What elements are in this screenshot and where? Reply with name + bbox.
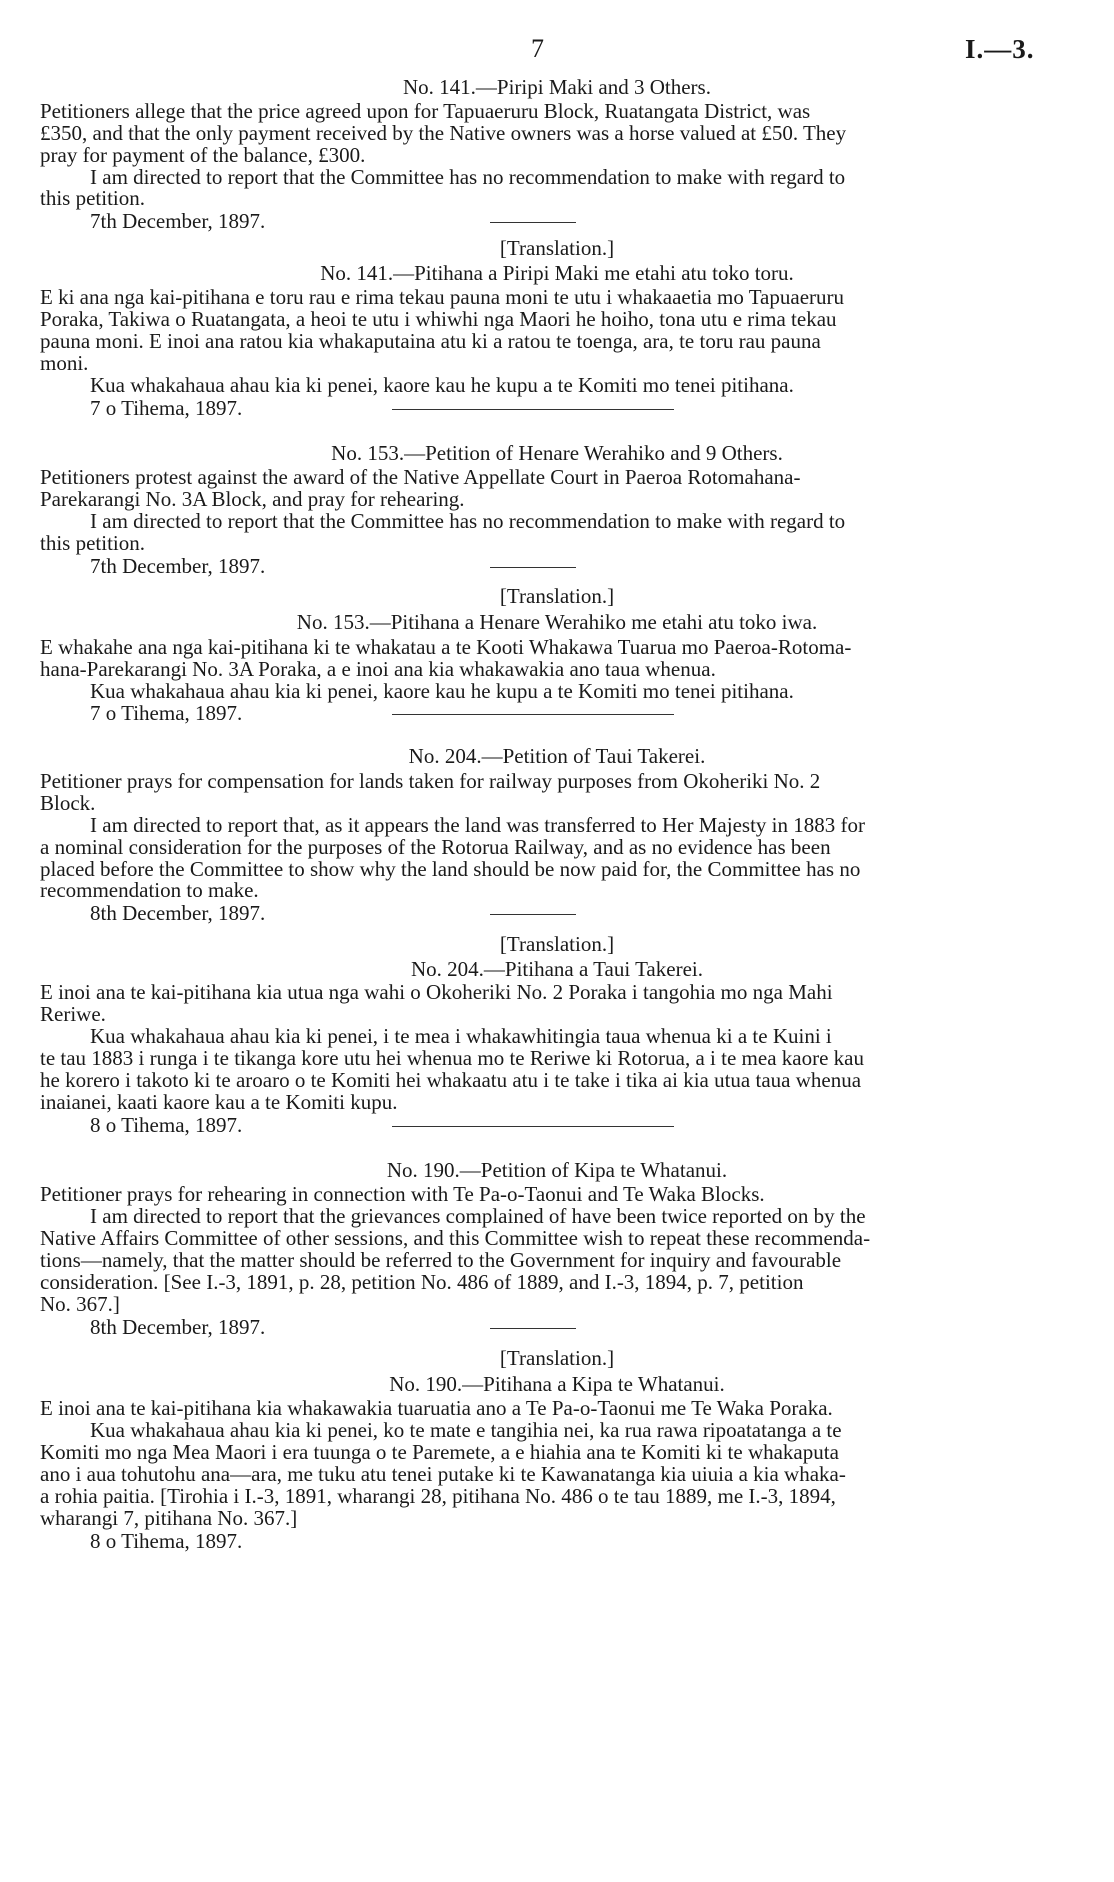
body-line: Petitioners protest against the award of the Native Appellate Court in Paeroa Rotomahana- — [40, 465, 801, 489]
body-line: E whakahe ana nga kai-pitihana ki te whakatau a te Kooti Whakawa Tuarua mo Paeroa-Rotoma- — [40, 635, 852, 659]
body-line: Kua whakahaua ahau kia ki penei, kaore kau he kupu a te Komiti mo tenei pitihana. — [90, 373, 794, 397]
body-line: I am directed to report that the Committee has no recommendation to make with regard to — [90, 165, 846, 189]
date-line: 8th December, 1897. — [90, 901, 266, 925]
body-line: he korero i takoto ki te aroaro o te Komiti hei whakaatu atu i te take i tika ai kia utua taua whenua — [40, 1068, 862, 1092]
translation-label: [Translation.] — [499, 236, 615, 260]
body-line: moni. — [40, 351, 89, 375]
date-line: 7 o Tihema, 1897. — [90, 701, 243, 725]
section-rule — [392, 714, 674, 715]
translation-label: [Translation.] — [499, 584, 615, 608]
body-line: tions—namely, that the matter should be referred to the Government for inquiry and favourable — [40, 1248, 842, 1272]
body-line: wharangi 7, pitihana No. 367.] — [40, 1506, 298, 1530]
date-line: 7th December, 1897. — [90, 209, 266, 233]
body-line: hana-Parekarangi No. 3A Poraka, a e inoi ana kia whakawakia ano taua whenua. — [40, 657, 716, 681]
page-number: 7 — [531, 34, 544, 63]
document-reference: I.—3. — [965, 34, 1035, 64]
body-line: Poraka, Takiwa o Ruatangata, a heoi te utu i whiwhi nga Maori he hoiho, tona utu e rima tekau — [40, 307, 837, 331]
body-line: a nominal consideration for the purposes of the Rotorua Railway, and as no evidence has been — [40, 835, 831, 859]
body-line: E inoi ana te kai-pitihana kia utua nga wahi o Okoheriki No. 2 Poraka i tangohia mo nga Mahi — [40, 980, 833, 1004]
body-line: consideration. [See I.-3, 1891, p. 28, petition No. 486 of 1889, and I.-3, 1894, p. 7, petition — [40, 1270, 804, 1294]
date-line: 7th December, 1897. — [90, 554, 266, 578]
body-line: Parekarangi No. 3A Block, and pray for rehearing. — [40, 487, 465, 511]
body-line: I am directed to report that, as it appears the land was transferred to Her Majesty in 1883 for — [90, 813, 865, 837]
petition-title: No. 141.—Pitihana a Piripi Maki me etahi atu toko toru. — [320, 261, 794, 285]
date-line: 8th December, 1897. — [90, 1315, 266, 1339]
section-rule — [490, 567, 576, 568]
body-line: Kua whakahaua ahau kia ki penei, ko te mate e tangihia nei, ka rua rawa ripoatatanga a te — [90, 1418, 842, 1442]
body-line: recommendation to make. — [40, 878, 259, 902]
body-line: Komiti mo nga Mea Maori i era tuunga o te Paremete, a e hiahia ana te Komiti ki te whakaputa — [40, 1440, 839, 1464]
body-line: Kua whakahaua ahau kia ki penei, kaore kau he kupu a te Komiti mo tenei pitihana. — [90, 679, 794, 703]
body-line: a rohia paitia. [Tirohia i I.-3, 1891, wharangi 28, pitihana No. 486 o te tau 1889, me I.-3, 1894, — [40, 1484, 836, 1508]
body-line: £350, and that the only payment received by the Native owners was a horse valued at £50. They — [40, 121, 847, 145]
date-line: 7 o Tihema, 1897. — [90, 396, 243, 420]
translation-label: [Translation.] — [499, 932, 615, 956]
body-line: Petitioner prays for rehearing in connection with Te Pa-o-Taonui and Te Waka Blocks. — [40, 1182, 765, 1206]
section-rule — [490, 222, 576, 223]
body-line: Petitioners allege that the price agreed upon for Tapuaeruru Block, Ruatangata District, was — [40, 99, 811, 123]
body-line: ano i aua tohutohu ana—ara, me tuku atu tenei putake ki te Kawanatanga kia uiuia a kia whaka- — [40, 1462, 846, 1486]
petition-title: No. 204.—Pitihana a Taui Takerei. — [411, 957, 703, 981]
petition-title: No. 153.—Pitihana a Henare Werahiko me etahi atu toko iwa. — [296, 610, 818, 634]
date-line: 8 o Tihema, 1897. — [90, 1529, 243, 1553]
petition-title: No. 190.—Pitihana a Kipa te Whatanui. — [389, 1372, 725, 1396]
section-rule — [490, 914, 576, 915]
section-rule — [392, 1126, 674, 1127]
body-line: I am directed to report that the Committee has no recommendation to make with regard to — [90, 509, 846, 533]
body-line: this petition. — [40, 531, 145, 555]
petition-title: No. 204.—Petition of Taui Takerei. — [408, 744, 706, 768]
body-line: E inoi ana te kai-pitihana kia whakawakia tuaruatia ano a Te Pa-o-Taonui me Te Waka Poraka. — [40, 1396, 833, 1420]
petition-title: No. 190.—Petition of Kipa te Whatanui. — [386, 1158, 728, 1182]
body-line: placed before the Committee to show why the land should be now paid for, the Committee has no — [40, 857, 861, 881]
body-line: Block. — [40, 791, 96, 815]
body-line: I am directed to report that the grievances complained of have been twice reported on by the — [90, 1204, 866, 1228]
section-rule — [490, 1328, 576, 1329]
body-line: Petitioner prays for compensation for lands taken for railway purposes from Okoheriki No. 2 — [40, 769, 821, 793]
section-rule — [392, 409, 674, 410]
body-line: pauna moni. E inoi ana ratou kia whakaputaina atu ki a ratou te toenga, ara, te toru rau pauna — [40, 329, 821, 353]
body-line: E ki ana nga kai-pitihana e toru rau e rima tekau pauna moni te utu i whakaaetia mo Tapuaeruru — [40, 285, 844, 309]
petition-title: No. 153.—Petition of Henare Werahiko and 9 Others. — [331, 441, 783, 465]
body-line: inaianei, kaati kaore kau a te Komiti kupu. — [40, 1090, 398, 1114]
body-line: this petition. — [40, 186, 145, 210]
date-line: 8 o Tihema, 1897. — [90, 1113, 243, 1137]
body-line: Kua whakahaua ahau kia ki penei, i te mea i whakawhitingia taua whenua ki a te Kuini i — [90, 1024, 832, 1048]
body-line: te tau 1883 i runga i te tikanga kore utu hei whenua mo te Reriwe ki Rotorua, a i te mea kaore kau — [40, 1046, 864, 1070]
body-line: Native Affairs Committee of other sessions, and this Committee wish to repeat these recommenda- — [40, 1226, 871, 1250]
petition-title: No. 141.—Piripi Maki and 3 Others. — [403, 75, 711, 99]
body-line: pray for payment of the balance, £300. — [40, 143, 366, 167]
body-line: Reriwe. — [40, 1002, 106, 1026]
translation-label: [Translation.] — [499, 1346, 615, 1370]
body-line: No. 367.] — [40, 1292, 120, 1316]
